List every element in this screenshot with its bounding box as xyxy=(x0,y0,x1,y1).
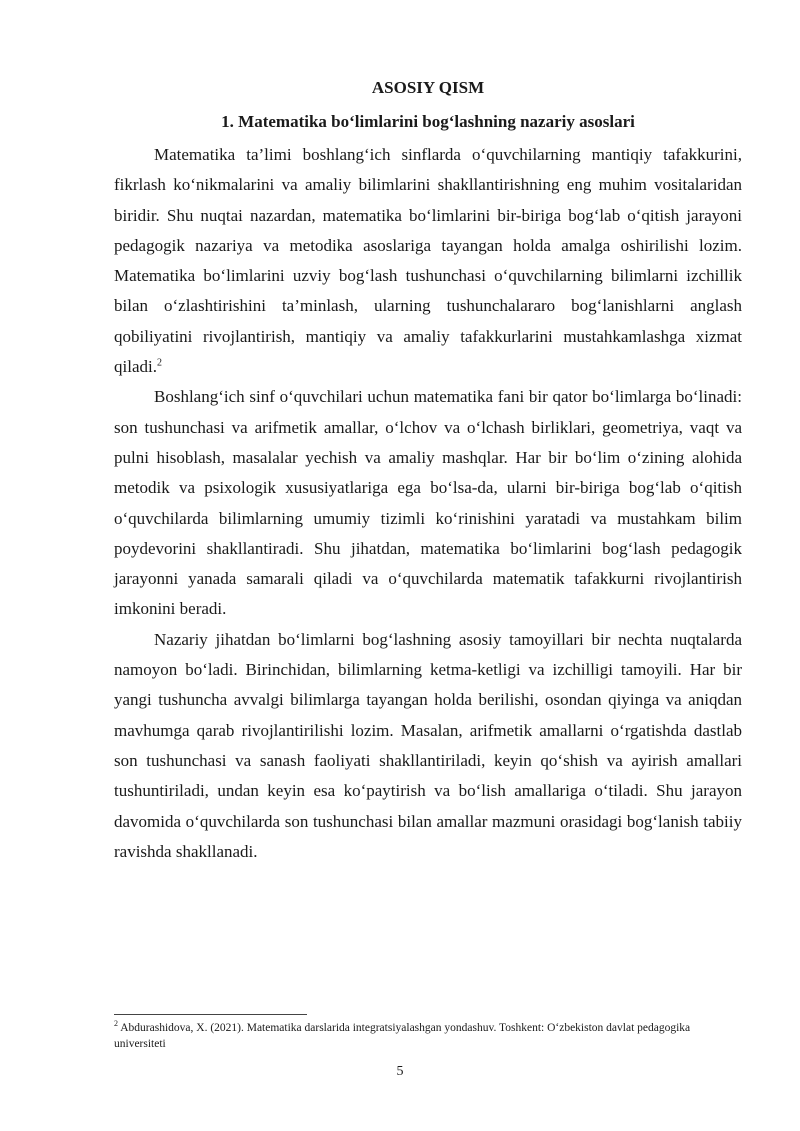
footnote-reference[interactable]: 2 xyxy=(156,357,162,369)
footnote xyxy=(114,1020,742,1052)
paragraph-1-text: Matematika ta’limi boshlang‘ich sinflarda o‘quvchilarning mantiqiy tafakkurini, fikrlash ko‘nikmalarini va amaliy bilimlarini shakllantirishning eng muhim vositalaridan biridir. Shu nuqtai nazardan, matematika bo‘limlarini bir-biriga bog‘lab o‘qitish jarayoni pedagogik nazariya va metodika asoslariga tayangan holda amalga oshirilishi lozim. Matematika bo‘limlarini uzviy bog‘lash tushunchasi o‘quvchilarning bilimlarni izchillik bilan o‘zlashtirishini ta’minlash, ularning tushunchalararo bog‘lanishlarni anglash qobiliyatini rivojlantirish, mantiqiy va amaliy tafakkurlarini mustahkamlashga xizmat qiladi. xyxy=(114,145,742,377)
footnote-text: Abdurashidova, X. (2021). Matematika darslarida integratsiyalashgan yondashuv. Toshkent: O‘zbekiston davlat pedagogika universiteti xyxy=(114,1022,691,1050)
main-content xyxy=(114,76,742,867)
page-number: 5 xyxy=(396,1064,404,1079)
subsection-title: 1. Matematika bo‘limlarini bog‘lashning nazariy asoslari xyxy=(221,112,635,131)
paragraph-3: Nazariy jihatdan bo‘limlarni bog‘lashning asosiy tamoyillari bir nechta nuqtalarda namoyon bo‘ladi. Birinchidan, bilimlarning ketma-ketligi va izchilligi tamoyili. Har bir yangi tushuncha avvalgi bilimlarga tayangan holda berilishi, osondan qiyinga va aniqdan mavhumga qarab rivojlantirilishi lozim. Masalan, arifmetik amallarni o‘rgatishda dastlab son tushunchasi va sanash faoliyati shakllantiriladi, keyin qo‘shish va ayirish amallari tushuntiriladi, undan keyin esa ko‘paytirish va bo‘lish amallariga o‘tiladi. Shu jarayon davomida o‘quvchilarda son tushunchasi bilan amallar mazmuni orasidagi bog‘lanish tabiiy ravishda shakllanadi. xyxy=(114,629,742,861)
paragraph-2: Boshlang‘ich sinf o‘quvchilari uchun matematika fani bir qator bo‘limlarga bo‘linadi: son tushunchasi va arifmetik amallar, o‘lchov va o‘lchash birliklari, geometriya, vaqt va pulni hisoblash, masalalar yechish va amaliy mashqlar. Har bir bo‘lim o‘zining alohida metodik va psixologik xususiyatlariga ega bo‘lsa-da, ularni bir-biriga bog‘lab o‘qitish o‘quvchilarda bilimlarning umumiy tizimli ko‘rinishini yaratadi va mustahkam bilim poydevorini shakllantiradi. Shu jihatdan, matematika bo‘limlarini bog‘lash pedagogik jarayonni yanada samarali qiladi va o‘quvchilarda matematik tafakkurni rivojlantirish imkonini beradi. xyxy=(114,387,742,619)
footnote-divider xyxy=(114,1014,307,1015)
footnote-number: 2 xyxy=(114,1019,118,1029)
section-title: ASOSIY QISM xyxy=(371,78,485,97)
paragraph-1 xyxy=(114,140,742,382)
